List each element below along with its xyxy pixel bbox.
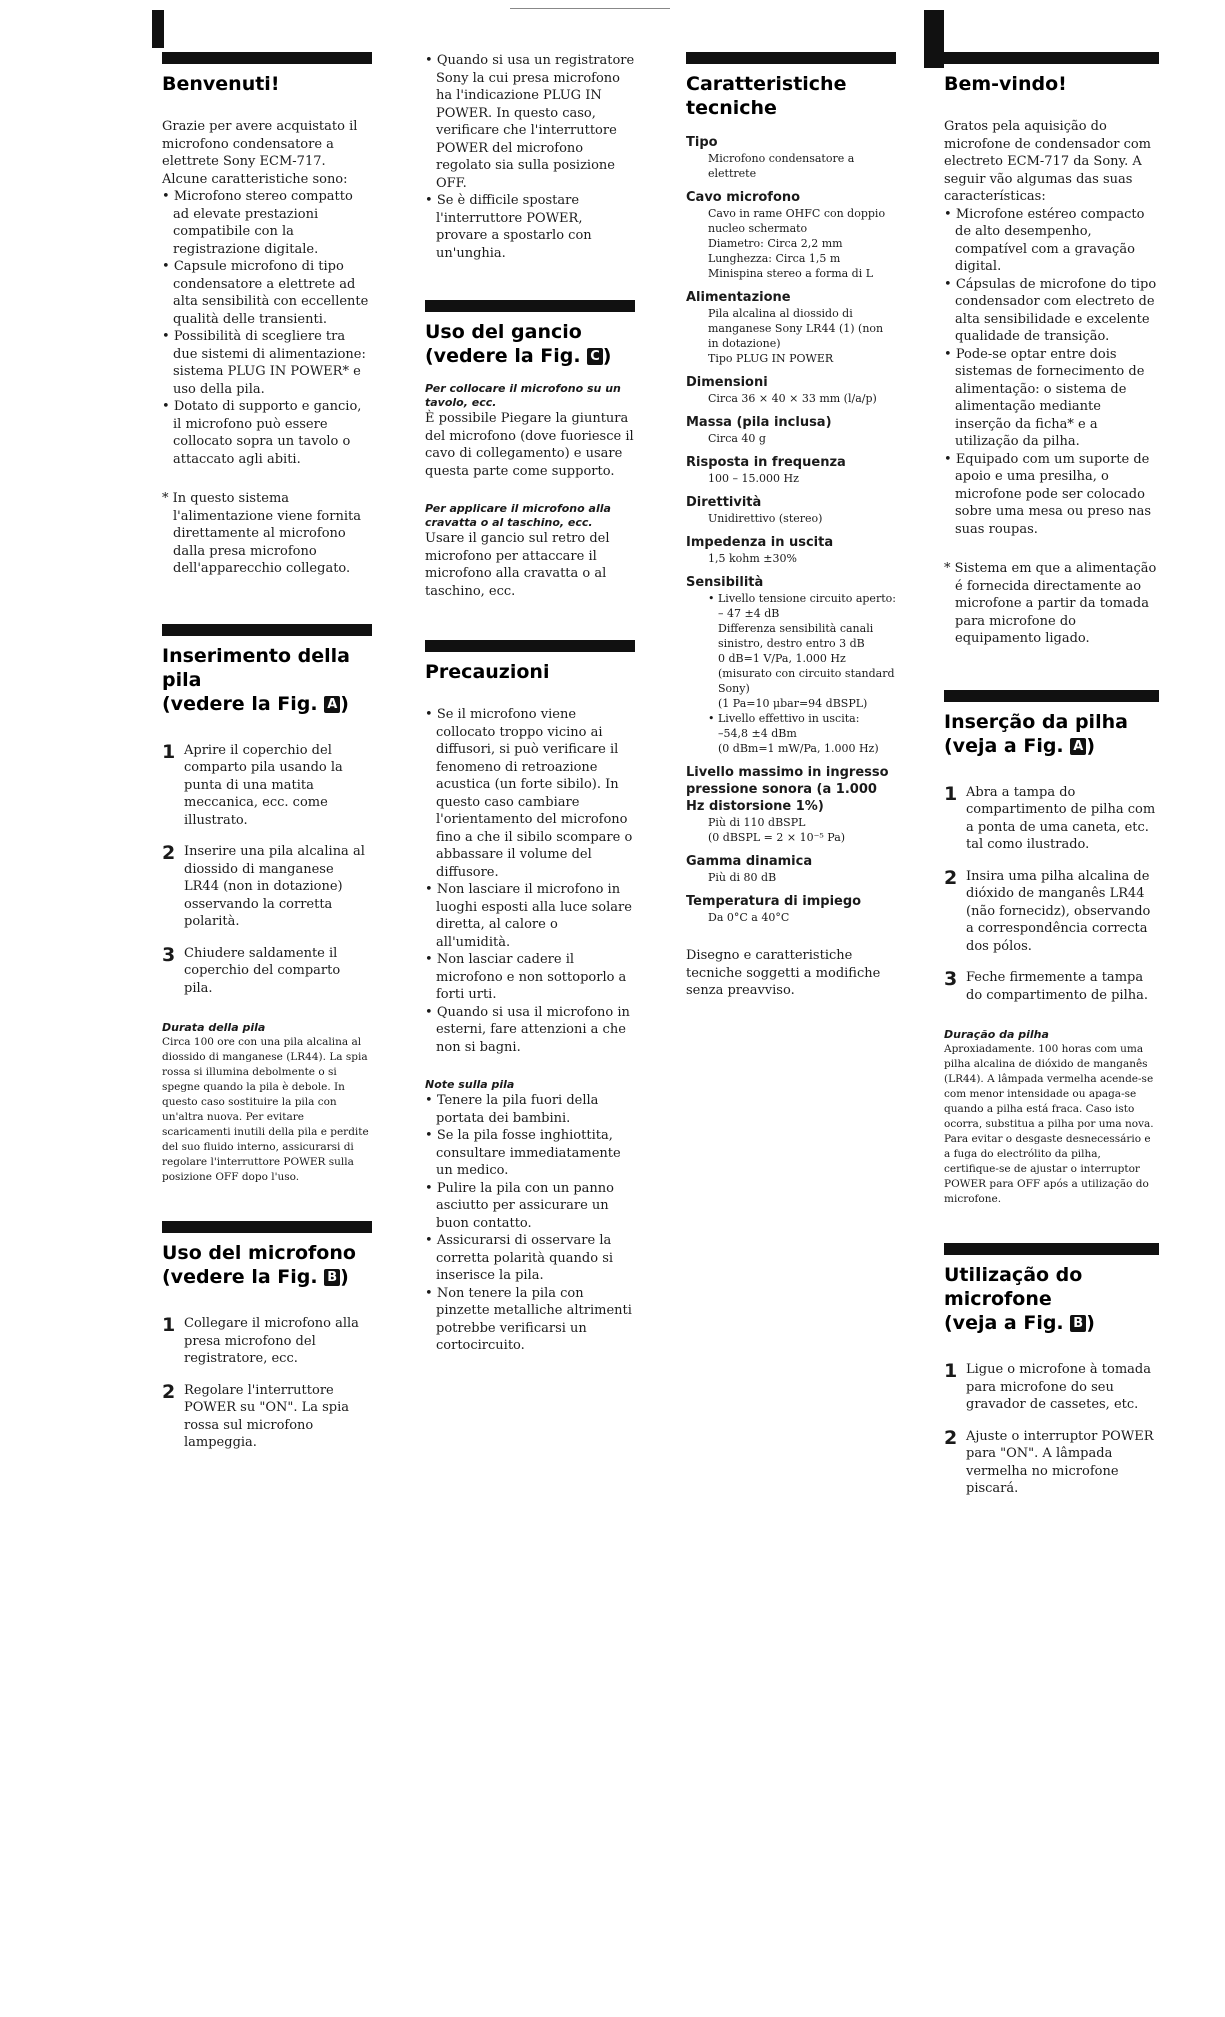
section-bar	[686, 52, 896, 64]
battery-life-text: Aproxiadamente. 100 horas com uma pilha alcalina de dióxido de manganês (LR44). A lâmpada vermelha acende-se com menor intensidade ou apaga-se quando a pilha está fraca. Caso isto ocorra, substitua a pilha por uma nova. Para evitar o desgaste desnecessário e a fuga do electrólito da pilha, certifique-se de ajustar o interruptor POWER para OFF após a utilização do microfone.	[944, 1043, 1154, 1205]
spec-heading: Tipo	[686, 135, 718, 150]
spec-heading: Sensibilità	[686, 575, 764, 590]
column-italian-2	[425, 52, 635, 1355]
clip-table-text: È possibile Piegare la giuntura del microfono (dove fuoriesce il cavo di collegamento) e usare questa parte come supporto.	[425, 411, 634, 479]
battery-notes-list	[425, 1092, 635, 1355]
precaution-item: • Non lasciare il microfono in luoghi esposti alla luce solare diretta, al calore o all'umidità.	[425, 881, 635, 951]
step-item	[944, 1428, 1159, 1498]
bullet-item: • Se è difficile spostare l'interruttore POWER, provare a spostarlo con un'unghia.	[425, 192, 635, 262]
battery-life-text: Circa 100 ore con una pila alcalina al diossido di manganese (LR44). La spia rossa si illumina debolmente o si spegne quando la pila è debole. In questo caso sostituire la pila con un'altra nuova. Per evitare scaricamenti inutili della pila e perdite del suo fluido interno, assicurarsi di regolare l'interruttore POWER sulla posizione OFF dopo l'uso.	[162, 1036, 369, 1183]
step-text: Feche firmemente a tampa do compartimento de pilha.	[966, 970, 1148, 1003]
step-item	[162, 945, 372, 998]
welcome-text: Grazie per avere acquistato il microfono condensatore a elettrete Sony ECM-717. Alcune caratteristiche sono:	[162, 119, 358, 187]
spec-value: (misurato con circuito standard Sony)	[718, 667, 895, 695]
fig-label: A	[324, 696, 340, 713]
spec-value: Unidirettivo (stereo)	[708, 512, 823, 525]
spec-heading: Temperatura di impiego	[686, 894, 862, 909]
spec-values	[686, 606, 896, 711]
feature-item: • Possibilità di scegliere tra due sistemi di alimentazione: sistema PLUG IN POWER* e uso della pila.	[162, 328, 372, 398]
battery-steps	[944, 784, 1159, 1005]
spec-value: Microfono condensatore a elettrete	[708, 152, 855, 180]
section-tab-marker	[152, 10, 164, 48]
spec-value: Circa 36 × 40 × 33 mm (l/a/p)	[708, 392, 877, 405]
section-bar	[162, 52, 372, 64]
step-text: Chiudere saldamente il coperchio del comparto pila.	[184, 945, 341, 996]
step-text: Ajuste o interruptor POWER para "ON". A lâmpada vermelha no microfone piscará.	[966, 1428, 1154, 1496]
fig-label: C	[587, 348, 603, 365]
column-portuguese	[944, 52, 1159, 1512]
spec-heading: Massa (pila inclusa)	[686, 415, 832, 430]
footnote: * In questo sistema l'alimentazione viene fornita direttamente al microfono dalla presa microfono dell'apparecchio collegato.	[162, 490, 372, 578]
step-item	[162, 742, 372, 830]
section-bar	[944, 690, 1159, 702]
spec-value: Cavo in rame OHFC con doppio nucleo schermato	[708, 207, 886, 235]
precautions-heading: Precauzioni	[425, 661, 550, 683]
specs-list	[686, 134, 896, 566]
step-item	[944, 969, 1159, 1004]
spec-value: 1,5 kohm ±30%	[708, 552, 797, 565]
continued-bullets	[425, 52, 635, 262]
step-item	[944, 784, 1159, 854]
spec-value: (0 dBSPL = 2 × 10⁻⁵ Pa)	[708, 831, 846, 844]
feature-item: • Pode-se optar entre dois sistemas de fornecimento de alimentação: o sistema de alimentação mediante inserção da ficha* e a utilização da pilha.	[944, 346, 1159, 451]
spec-heading: Dimensioni	[686, 375, 768, 390]
feature-item: • Capsule microfono di tipo condensatore a elettrete ad alta sensibilità con eccellente qualità delle transienti.	[162, 258, 372, 328]
precautions-list	[425, 706, 635, 1056]
step-number: 2	[162, 1380, 176, 1403]
section-bar	[425, 300, 635, 312]
spec-value: Circa 40 g	[708, 432, 766, 445]
spec-value: Pila alcalina al diossido di manganese Sony LR44 (1) (non in dotazione)	[708, 307, 884, 350]
spec-value: (0 dBm=1 mW/Pa, 1.000 Hz)	[718, 742, 879, 755]
section-bar	[944, 52, 1159, 64]
step-number: 1	[944, 782, 958, 805]
feature-list	[944, 206, 1159, 539]
use-heading: Uso del microfono (vedere la Fig. B )	[162, 1242, 356, 1288]
note-item: • Non tenere la pila con pinzette metalliche altrimenti potrebbe verificarsi un cortocircuito.	[425, 1285, 635, 1355]
step-item	[162, 1382, 372, 1452]
battery-life-heading: Duração da pilha	[944, 1028, 1049, 1041]
note-item: • Se la pila fosse inghiottita, consultare immediatamente un medico.	[425, 1127, 635, 1180]
step-text: Inserire una pila alcalina al diossido di manganese LR44 (non in dotazione) osservando la corretta polarità.	[184, 844, 365, 929]
column-italian-1	[162, 52, 372, 1466]
specs-heading: Caratteristiche tecniche	[686, 73, 847, 119]
clip-tie-text: Usare il gancio sul retro del microfono per attaccare il microfono alla cravatta o al taschino, ecc.	[425, 531, 610, 599]
section-tab-marker	[924, 10, 944, 68]
spec-bullet: • Livello effettivo in uscita:	[708, 711, 896, 726]
feature-item: • Microfone estéreo compacto de alto desempenho, compatível com a gravação digital.	[944, 206, 1159, 276]
spec-heading: Gamma dinamica	[686, 854, 813, 869]
fig-label: B	[324, 1269, 340, 1286]
use-steps	[944, 1361, 1159, 1498]
battery-notes-heading: Note sulla pila	[425, 1078, 515, 1091]
spec-value: Più di 80 dB	[708, 871, 777, 884]
spec-value: 100 – 15.000 Hz	[708, 472, 799, 485]
feature-item: • Equipado com um suporte de apoio e uma presilha, o microfone pode ser colocado sobre uma mesa ou preso nas suas roupas.	[944, 451, 1159, 539]
battery-life-heading: Durata della pila	[162, 1021, 266, 1034]
spec-heading: Alimentazione	[686, 290, 791, 305]
step-item	[162, 1315, 372, 1368]
spec-heading: Impedenza in uscita	[686, 535, 834, 550]
fig-label: B	[1070, 1315, 1086, 1332]
spec-heading: Cavo microfono	[686, 190, 801, 205]
step-item	[162, 843, 372, 931]
bullet-item: • Quando si usa un registratore Sony la cui presa microfono ha l'indicazione PLUG IN POWER. In questo caso, verificare che l'interruttore POWER del microfono regolato sia sulla posizione OFF.	[425, 52, 635, 192]
step-number: 3	[162, 943, 176, 966]
step-text: Ligue o microfone à tomada para microfone do seu gravador de cassetes, etc.	[966, 1362, 1151, 1412]
feature-item: • Dotato di supporto e gancio, il microfono può essere collocato sopra un tavolo o attaccato agli abiti.	[162, 398, 372, 468]
step-number: 1	[944, 1360, 958, 1382]
step-text: Aprire il coperchio del comparto pila usando la punta di una matita meccanica, ecc. come illustrato.	[184, 742, 343, 828]
spec-heading: Livello massimo in ingresso pressione sonora (a 1.000 Hz distorsione 1%)	[686, 765, 889, 814]
spec-value: Da 0°C a 40°C	[708, 911, 790, 924]
step-number: 3	[944, 968, 958, 990]
step-text: Insira uma pilha alcalina de dióxido de manganês LR44 (não fornecidz), observando a correspondência correcta dos pólos.	[966, 868, 1151, 954]
specs-list	[686, 764, 896, 925]
spec-value: Lunghezza: Circa 1,5 m	[708, 252, 841, 265]
section-bar	[425, 640, 635, 652]
spec-heading: Direttività	[686, 495, 762, 510]
spec-bullet: • Livello tensione circuito aperto:	[708, 591, 896, 606]
spec-value: –54,8 ±4 dBm	[718, 727, 797, 740]
spec-value: Minispina stereo a forma di L	[708, 267, 874, 280]
clip-tie-heading: Per applicare il microfono alla cravatta o al taschino, ecc.	[425, 502, 611, 529]
feature-list	[162, 188, 372, 468]
spec-value: – 47 ±4 dB	[718, 607, 780, 620]
disclaimer: Disegno e caratteristiche tecniche soggetti a modifiche senza preavviso.	[686, 948, 881, 998]
spec-value: (1 Pa=10 μbar=94 dBSPL)	[718, 697, 868, 710]
use-heading: Utilização do microfone (veja a Fig. B )	[944, 1264, 1095, 1334]
section-bar	[162, 624, 372, 636]
step-number: 1	[162, 1314, 176, 1336]
precaution-item: • Quando si usa il microfono in esterni, fare attenzioni a che non si bagni.	[425, 1004, 635, 1057]
note-item: • Tenere la pila fuori della portata dei bambini.	[425, 1092, 635, 1127]
feature-item: • Microfono stereo compatto ad elevate prestazioni compatibile con la registrazione digitale.	[162, 188, 372, 258]
clip-heading: Uso del gancio (vedere la Fig. C )	[425, 321, 612, 367]
step-item	[944, 1361, 1159, 1414]
feature-item: • Cápsulas de microfone do tipo condensador com electreto de alta sensibilidade e excelente qualidade de transição.	[944, 276, 1159, 346]
section-bar	[162, 1221, 372, 1233]
footnote: * Sistema em que a alimentação é fornecida directamente ao microfone a partir da tomada para microfone do equipamento ligado.	[944, 560, 1159, 648]
precaution-item: • Non lasciar cadere il microfono e non sottoporlo a forti urti.	[425, 951, 635, 1004]
spec-value: Differenza sensibilità canali sinistro, destro entro 3 dB	[718, 622, 874, 650]
spec-values	[686, 726, 896, 756]
step-number: 2	[944, 866, 958, 889]
step-number: 1	[162, 740, 176, 763]
column-specs	[686, 52, 896, 1000]
battery-heading: Inserção da pilha (veja a Fig. A )	[944, 710, 1128, 757]
step-number: 2	[944, 1426, 958, 1449]
spec-value: Diametro: Circa 2,2 mm	[708, 237, 843, 250]
section-bar	[944, 1243, 1159, 1255]
step-item	[944, 868, 1159, 956]
step-text: Regolare l'interruttore POWER su "ON". La spia rossa sul microfono lampeggia.	[184, 1382, 350, 1450]
battery-steps	[162, 742, 372, 998]
precaution-item: • Se il microfono viene collocato troppo vicino ai diffusori, si può verificare il fenomeno di retroazione acustica (un forte sibilo). In questo caso cambiare l'orientamento del microfono fino a che il sibilo scompare o abbassare il volume del diffusore.	[425, 706, 635, 881]
welcome-text: Gratos pela aquisição do microfone de condensador com electreto ECM-717 da Sony. A seguir vão algumas das suas características:	[944, 119, 1152, 204]
spec-value: Tipo PLUG IN POWER	[708, 352, 834, 365]
spec-heading: Risposta in frequenza	[686, 455, 846, 470]
top-rule	[510, 8, 670, 9]
welcome-heading: Bem-vindo!	[944, 73, 1067, 95]
note-item: • Assicurarsi di osservare la corretta polarità quando si inserisce la pila.	[425, 1232, 635, 1285]
clip-table-heading: Per collocare il microfono su un tavolo, ecc.	[425, 382, 621, 409]
note-item: • Pulire la pila con un panno asciutto per assicurare un buon contatto.	[425, 1180, 635, 1233]
battery-heading: Inserimento della pila (vedere la Fig. A )	[162, 644, 350, 715]
use-steps	[162, 1315, 372, 1452]
spec-value: Più di 110 dBSPL	[708, 816, 806, 829]
welcome-heading: Benvenuti!	[162, 73, 280, 95]
step-number: 2	[162, 842, 176, 864]
step-text: Collegare il microfono alla presa microfono del registratore, ecc.	[184, 1316, 359, 1366]
spec-value: 0 dB=1 V/Pa, 1.000 Hz	[718, 652, 846, 665]
step-text: Abra a tampa do compartimento de pilha com a ponta de uma caneta, etc. tal como ilustrado.	[966, 784, 1156, 852]
fig-label: A	[1070, 738, 1086, 755]
